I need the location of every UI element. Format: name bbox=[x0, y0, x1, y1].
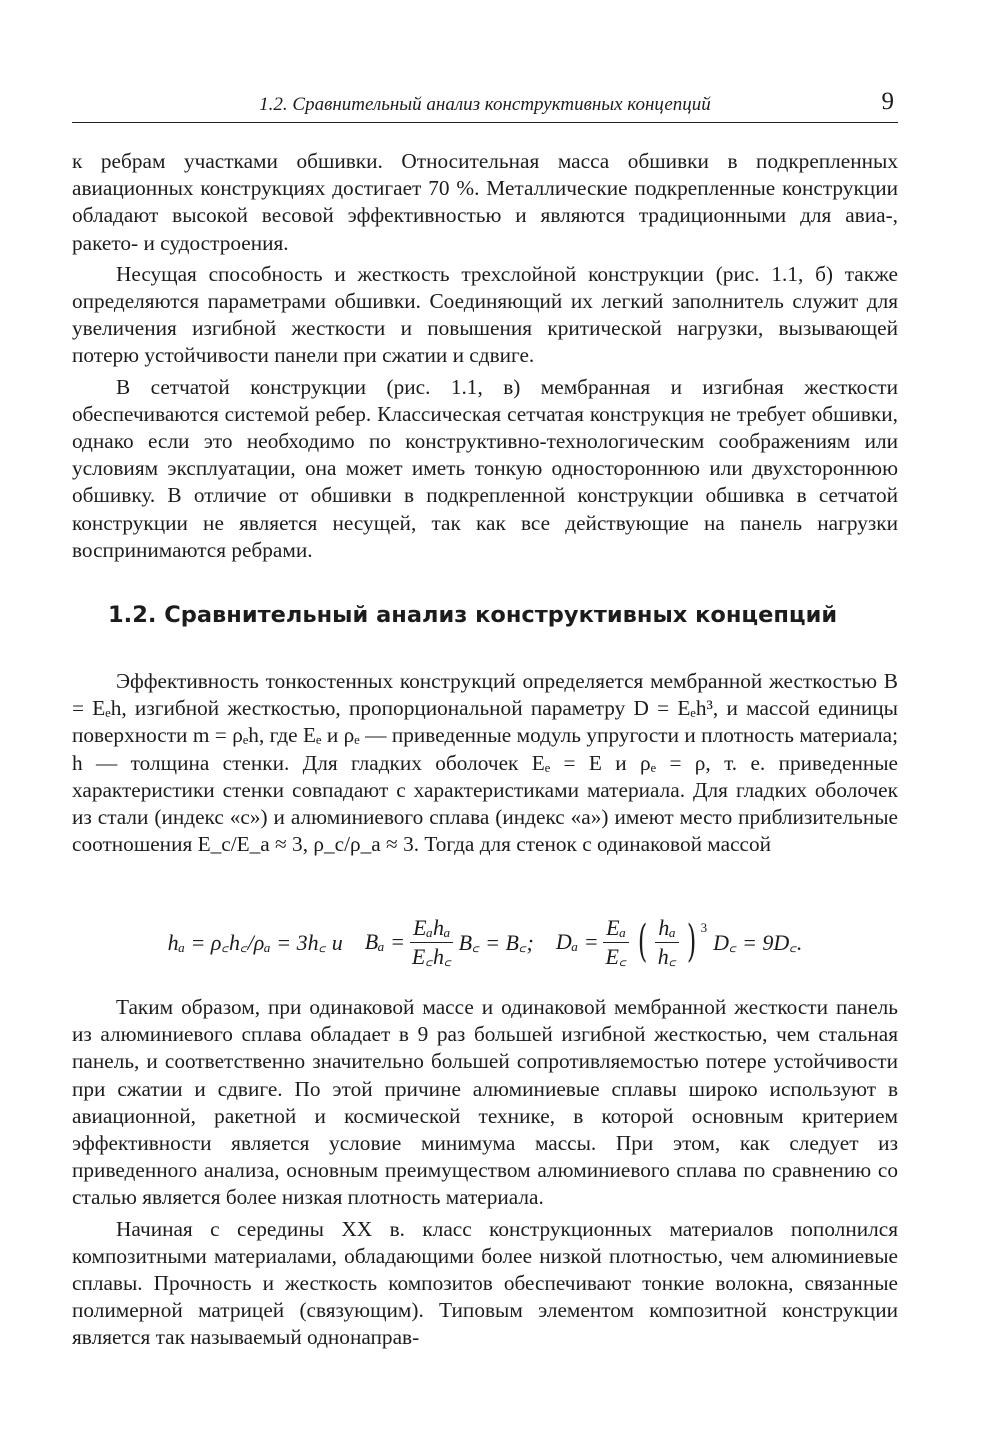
formula-d-rhs: D꜀ = 9D꜀. bbox=[713, 930, 803, 955]
formula-d-fraction bbox=[603, 915, 630, 970]
paragraph-efficiency: Эффективность тонкостенных конструкций определяется мембранной жесткостью B = Eₑh, изгибной жесткостью, пропорциональной параметру D = Eₑh³, и массой единицы поверхности m = ρₑh, где Eₑ и ρₑ — приведенные модуль упругости и плотность материала; h — толщина стенки. Для гладких оболочек Eₑ = E и ρₑ = ρ, т. е. приведенные характеристики стенки совпадают с характеристиками материала. Для гладких оболочек из стали (индекс «с») и алюминиевого сплава (индекс «а») имеют место приблизительные соотношения E_c/E_a ≈ 3, ρ_c/ρ_a ≈ 3. Тогда для стенок с одинаковой массой bbox=[72, 669, 898, 857]
paragraph-sandwich: Несущая способность и жесткость трехслойной конструкции (рис. 1.1, б) также определяются параметрами обшивки. Соединяющий их легкий заполнитель служит для увеличения изгибной жесткости и повышения критической нагрузки, вызывающей потерю устойчивости панели при сжатии и сдвиге. bbox=[72, 261, 898, 368]
formula-display bbox=[72, 900, 898, 984]
formula-d-paren-numerator: hₐ bbox=[655, 915, 678, 943]
formula-h-relation: hₐ = ρ꜀h꜀/ρₐ = 3h꜀ и bbox=[167, 930, 343, 955]
text-block-middle bbox=[72, 668, 898, 858]
paragraph-conclusion: Таким образом, при одинаковой массе и одинаковой мембранной жесткости панель из алюминиевого сплава обладает в 9 раз большей изгибной жесткостью, чем стальная панель, и соответственно значительно большей сопротивляемостью потере устойчивости при сжатии и сдвиге. По этой причине алюминиевые сплавы широко используют в авиационной, ракетной и космической технике, в которой основным критерием эффективности является условие минимума массы. При этом, как следует из приведенного анализа, основным преимуществом алюминиевого сплава по сравнению со сталью является более низкая плотность материала. bbox=[72, 995, 898, 1210]
formula-d-paren-fraction bbox=[655, 915, 680, 970]
paragraph-stiffened-skin: к ребрам участками обшивки. Относительная масса обшивки в подкрепленных авиационных конструкциях достигает 70 %. Металлические подкрепленные конструкции обладают высокой весовой эффективностью и являются традиционными для авиа-, ракето- и судостроения. bbox=[72, 149, 898, 255]
running-title: 1.2. Сравнительный анализ конструктивных концепций bbox=[259, 94, 711, 115]
formula-b-lhs: Bₐ = bbox=[364, 929, 405, 954]
formula-d-denominator: E꜀ bbox=[605, 943, 627, 969]
formula-d-lhs: Dₐ = bbox=[555, 929, 599, 954]
paragraph-composites: Начиная с середины XX в. класс конструкционных материалов пополнился композитными материалами, обладающими более низкой плотностью, чем алюминиевые сплавы. Прочность и жесткость композитов обеспечивают тонкие волокна, связанные полимерной матрицей (связующим). Типовым элементом композитной конструкции является так называемый однонаправ- bbox=[72, 1216, 898, 1350]
section-heading: 1.2. Сравнительный анализ конструктивных концепций bbox=[108, 602, 838, 628]
text-block-top bbox=[72, 148, 898, 564]
left-paren: ( bbox=[637, 916, 647, 967]
formula-d-exponent: 3 bbox=[700, 920, 708, 935]
formula-d-numerator: Eₐ bbox=[603, 915, 629, 943]
paragraph-lattice: В сетчатой конструкции (рис. 1.1, в) мембранная и изгибная жесткости обеспечиваются системой ребер. Классическая сетчатая конструкция не требует обшивки, однако если это необходимо по конструктивно-технологическим соображениям или условиям эксплуатации, она может иметь тонкую одностороннюю или двухстороннюю обшивку. В отличие от обшивки в подкрепленной конструкции обшивка в сетчатой конструкции не является несущей, так как все действующие на панель нагрузки воспринимаются ребрами. bbox=[72, 374, 898, 562]
right-paren: ) bbox=[687, 916, 697, 967]
page-number: 9 bbox=[881, 88, 894, 115]
formula-b-numerator: Eₐhₐ bbox=[410, 915, 453, 943]
formula-b-rhs: B꜀ = B꜀; bbox=[458, 930, 534, 955]
text-block-bottom bbox=[72, 994, 898, 1352]
formula-b-denominator: E꜀h꜀ bbox=[411, 943, 452, 969]
formula-d-paren-denominator: h꜀ bbox=[657, 943, 677, 969]
running-header bbox=[72, 86, 898, 123]
formula-b-fraction bbox=[409, 915, 455, 970]
